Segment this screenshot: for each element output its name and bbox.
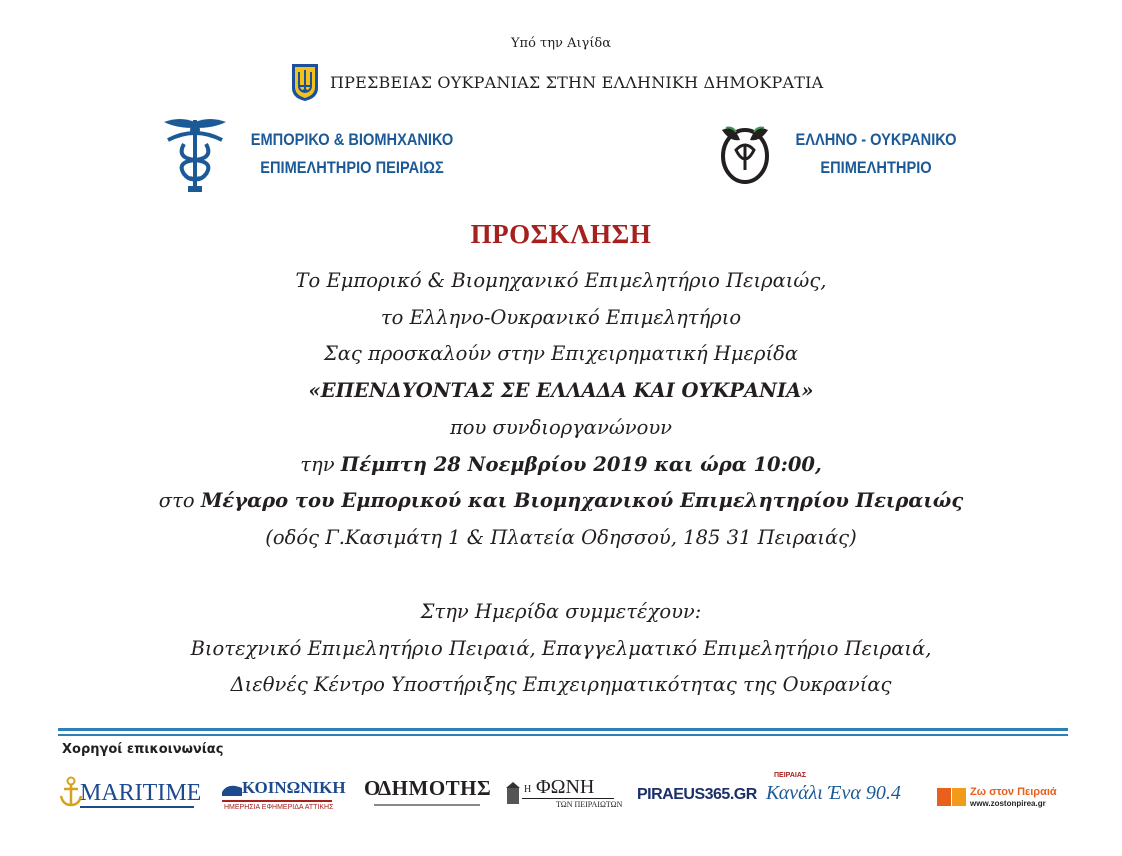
zo-url: www.zostonpirea.gr: [970, 799, 1046, 808]
divider-rule-top: [58, 728, 1068, 731]
org-left-name: [249, 126, 455, 182]
kanali-top-label: ΠΕΙΡΑΙΑΣ: [774, 772, 807, 779]
patronage-label: Υπό την Αιγίδα: [510, 36, 612, 51]
kanali-wordmark: Κανάλι Ένα 90.4: [766, 782, 901, 804]
event-date: Πέμπτη 28 Νοεμβρίου 2019 και ώρα 10:00,: [340, 453, 822, 476]
koinoniki-wordmark: ΚΟΙΝΩΝΙΚΗ: [242, 778, 346, 797]
dimotis-prefix: Ο: [364, 776, 381, 800]
embassy-header: [290, 62, 823, 102]
zo-ston-pirea-logo: [937, 786, 1067, 812]
event-venue-line: [0, 489, 1122, 512]
event-name: «ΕΠΕΝΔΥΟΝΤΑΣ ΣΕ ΕΛΛΑΔΑ ΚΑΙ ΟΥΚΡΑΝΙΑ»: [308, 379, 814, 402]
participants-label: Στην Ημερίδα συμμετέχουν:: [420, 600, 702, 623]
sponsors-label: Χορηγοί επικοινωνίας: [62, 742, 224, 757]
foni-wordmark: ΦΩΝΗ: [536, 776, 595, 798]
dimotis-logo: [364, 776, 492, 812]
building-icon: [506, 782, 520, 804]
maritime-wordmark: MARITIME: [80, 780, 202, 806]
invitation-line-5: που συνδιοργανώνουν: [449, 416, 673, 439]
date-prefix: την: [300, 453, 335, 476]
event-venue: Μέγαρο του Εμπορικού και Βιομηχανικού Επιμελητηρίου Πειραιώς: [200, 489, 964, 512]
piraeus365-logo: PIRAEUS365.GR: [637, 786, 757, 803]
org-right-line1: ΕΛΛΗΝΟ - ΟΥΚΡΑΝΙΚΟ: [795, 130, 957, 149]
invitation-line-3: Σας προσκαλούν στην Επιχειρηματική Ημερίδα: [323, 342, 799, 365]
dimotis-wordmark: ΔΗΜΟΤΗΣ: [378, 776, 492, 800]
foni-prefix: Η: [524, 784, 532, 795]
participants-line-2: Διεθνές Κέντρο Υποστήριξης Επιχειρηματικότητας της Ουκρανίας: [230, 673, 892, 696]
embassy-name: ΠΡΕΣΒΕΙΑΣ ΟΥΚΡΑΝΙΑΣ ΣΤΗΝ ΕΛΛΗΝΙΚΗ ΔΗΜΟΚΡΑΤΙΑ: [330, 72, 824, 92]
foni-subtitle: ΤΩΝ ΠΕΙΡΑΙΩΤΩΝ: [556, 800, 623, 809]
koinoniki-logo: [222, 776, 346, 816]
koinoniki-subtitle: ΗΜΕΡΗΣΙΑ ΕΦΗΜΕΡΙΔΑ ΑΤΤΙΚΗΣ: [224, 804, 334, 811]
kanali-ena-logo: [764, 772, 924, 818]
venue-prefix: στο: [158, 489, 195, 512]
invitation-line-2: το Ελληνο-Ουκρανικό Επιμελητήριο: [380, 306, 742, 329]
participants-line-1: Βιοτεχνικό Επιμελητήριο Πειραιά, Επαγγελματικό Επιμελητήριο Πειραιά,: [190, 637, 932, 660]
dimotis-rule: [374, 804, 480, 806]
hellenic-ukrainian-chamber-logo-icon: [716, 120, 774, 186]
org-right-line2: ΕΠΙΜΕΛΗΤΗΡΙΟ: [820, 158, 932, 177]
org-left-line2: ΕΠΙΜΕΛΗΤΗΡΙΟ ΠΕΙΡΑΙΩΣ: [260, 158, 444, 177]
koinoniki-rule: [222, 800, 332, 802]
event-date-line: [0, 453, 1122, 476]
ukraine-coat-of-arms-icon: [290, 62, 320, 102]
maritime-logo: [58, 776, 202, 812]
divider-rule-bottom: [58, 734, 1068, 736]
org-left-line1: ΕΜΠΟΡΙΚΟ & ΒΙΟΜΗΧΑΝΙΚΟ: [250, 130, 454, 149]
event-address: (οδός Γ.Κασιμάτη 1 & Πλατεία Οδησσού, 185 31 Πειραιάς): [265, 526, 857, 549]
foni-rule: [522, 798, 614, 799]
invitation-line-1: Το Εμπορικό & Βιομηχανικό Επιμελητήριο Πειραιώς,: [295, 269, 827, 292]
invitation-title: ΠΡΟΣΚΛΗΣΗ: [470, 219, 652, 249]
caduceus-logo-icon: [160, 116, 230, 194]
foni-logo: [506, 776, 623, 812]
zo-wordmark: Ζω στον Πειραιά: [970, 786, 1057, 798]
wave-icon: [222, 782, 242, 796]
org-right-name: [790, 126, 962, 182]
zo-ston-pirea-icon: [937, 786, 967, 808]
maritime-underline: [80, 806, 194, 808]
